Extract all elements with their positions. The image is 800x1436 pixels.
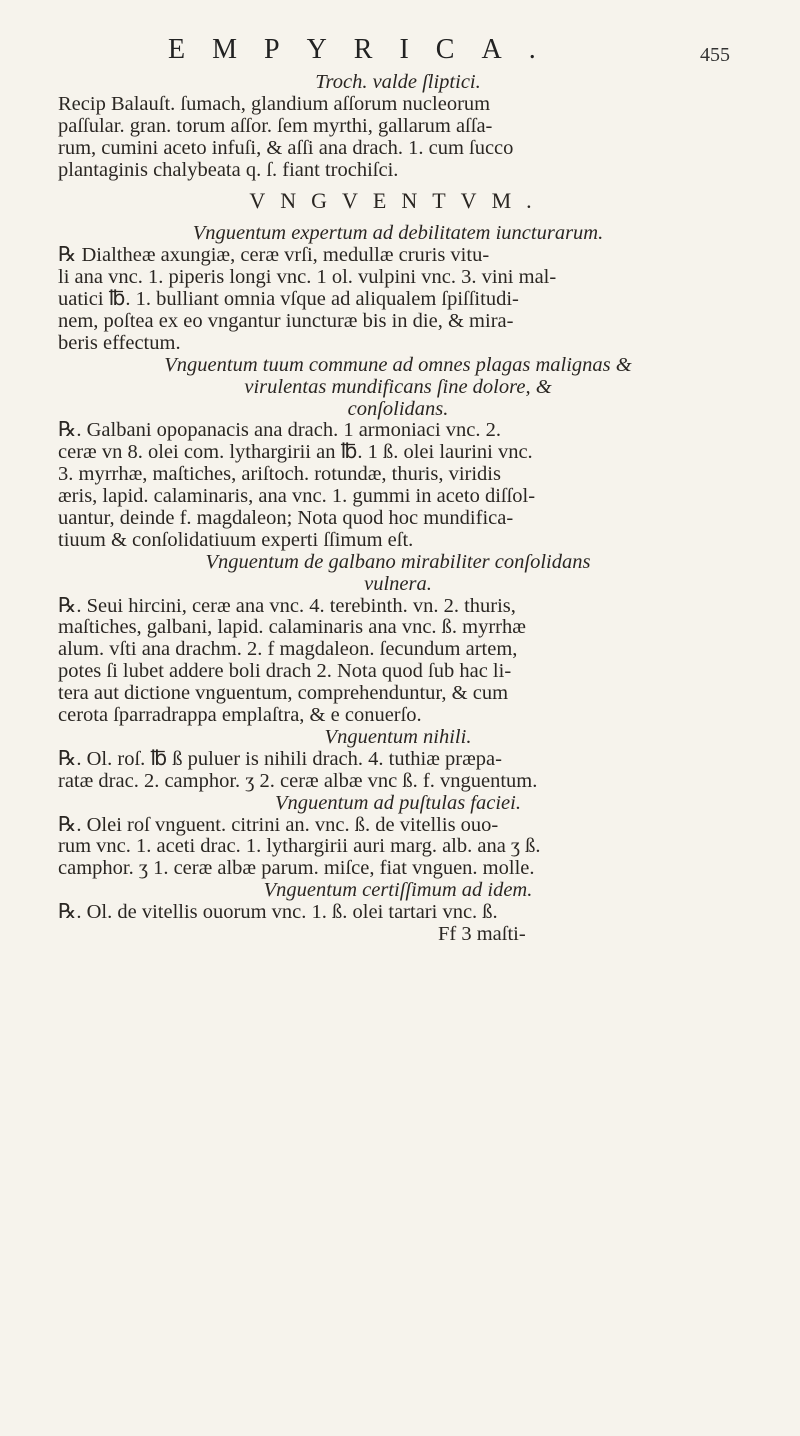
- page-number: 455: [700, 44, 730, 66]
- text-line: ℞. Ol. de vitellis ouorum vnc. 1. ß. olei tartari vnc. ß.: [58, 901, 498, 924]
- text-line: nem, poſtea ex eo vngantur iuncturæ bis in die, & mira-: [58, 310, 514, 333]
- text-line: paſſular. gran. torum aſſor. ſem myrthi, gallarum aſſa-: [58, 114, 493, 137]
- text-line: tera aut dictione vnguentum, comprehenduntur, & cum: [58, 682, 509, 705]
- catchword-line: Ff 3 maſti-: [438, 922, 526, 945]
- text-line: maſtiches, galbani, lapid. calaminaris ana vnc. ß. myrrhæ: [58, 616, 526, 639]
- running-head: [0, 34, 800, 74]
- text-line: beris effectum.: [58, 331, 181, 354]
- text-line: ℞. Galbani opopanacis ana drach. 1 armoniaci vnc. 2.: [58, 419, 502, 442]
- section-heading: Vnguentum nihili.: [324, 725, 472, 748]
- running-head-title: EMPYRICA.: [168, 34, 563, 65]
- text-line: uatici ℔. 1. bulliant omnia vſque ad aliqualem ſpiſſitudi-: [58, 288, 519, 311]
- section-heading: Vnguentum ad puſtulas faciei.: [275, 791, 521, 814]
- text-line: plantaginis chalybeata q. ſ. fiant trochiſci.: [58, 158, 399, 181]
- section-heading: Troch. valde ſliptici.: [315, 71, 481, 93]
- text-line: Recip Balauſt. ſumach, glandium aſſorum nucleorum: [58, 92, 491, 115]
- chapter-heading: VNGVENTVM.: [249, 188, 547, 214]
- text-line: ceræ vn 8. olei com. lythargirii an ℔. 1 ß. olei laurini vnc.: [58, 441, 533, 464]
- text-line: ℞ Dialtheæ axungiæ, ceræ vrſi, medullæ cruris vitu-: [58, 244, 490, 267]
- text-line: 3. myrrhæ, maſtiches, ariſtoch. rotundæ, thuris, viridis: [58, 463, 501, 486]
- section-heading: Vnguentum de galbano mirabiliter conſolidans: [205, 550, 591, 573]
- page-body: [58, 72, 738, 946]
- text-line: ℞. Olei roſ vnguent. citrini an. vnc. ß. de vitellis ouo-: [58, 813, 499, 836]
- text-line: tiuum & conſolidatiuum experti ſſimum eſt.: [58, 528, 414, 551]
- section-heading: virulentas mundificans ſine dolore, &: [244, 375, 552, 398]
- text-line: cerota ſparradrappa emplaſtra, & e conuerſo.: [58, 704, 422, 727]
- text-line: alum. vſti ana drachm. 2. f magdaleon. ſecundum artem,: [58, 638, 518, 661]
- text-line: potes ſi lubet addere boli drach 2. Nota quod ſub hac li-: [58, 660, 512, 683]
- text-line: li ana vnc. 1. piperis longi vnc. 1 ol. vulpini vnc. 3. vini mal-: [58, 266, 557, 289]
- text-line: rum vnc. 1. aceti drac. 1. lythargirii auri marg. alb. ana ʒ ß.: [58, 835, 541, 858]
- section-heading: Vnguentum certiſſimum ad idem.: [263, 879, 533, 902]
- text-line: camphor. ʒ 1. ceræ albæ parum. miſce, fiat vnguen. molle.: [58, 857, 535, 880]
- section-heading: Vnguentum expertum ad debilitatem iuncturarum.: [192, 222, 604, 245]
- text-line: rum, cumini aceto infuſi, & aſſi ana drach. 1. cum ſucco: [58, 136, 514, 159]
- section-heading: vulnera.: [364, 572, 432, 595]
- text-line: æris, lapid. calaminaris, ana vnc. 1. gummi in aceto diſſol-: [58, 485, 536, 508]
- section-heading: Vnguentum tuum commune ad omnes plagas malignas &: [164, 353, 632, 376]
- text-line: uantur, deinde f. magdaleon; Nota quod hoc mundifica-: [58, 507, 514, 530]
- text-line: ℞. Ol. roſ. ℔ ß puluer is nihili drach. 4. tuthiæ præpa-: [58, 747, 502, 770]
- section-heading: conſolidans.: [347, 397, 449, 420]
- text-line: ℞. Seui hircini, ceræ ana vnc. 4. terebinth. vn. 2. thuris,: [58, 594, 516, 617]
- text-line: ratæ drac. 2. camphor. ʒ 2. ceræ albæ vnc ß. f. vnguentum.: [58, 769, 538, 792]
